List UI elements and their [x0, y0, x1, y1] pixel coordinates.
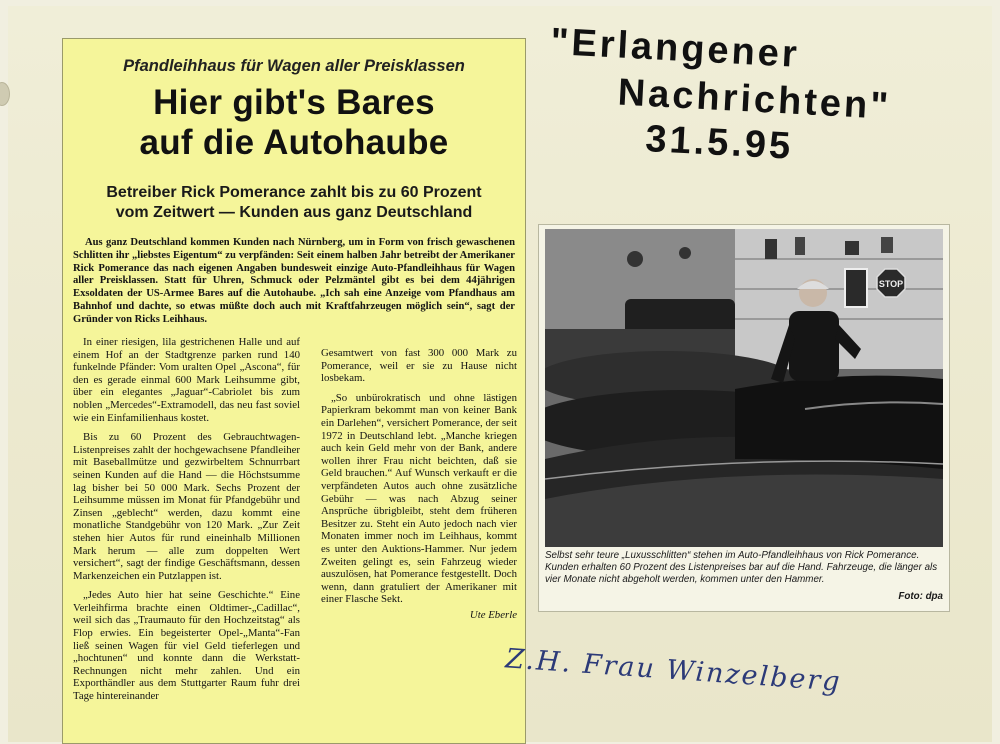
- photo-illustration: [545, 229, 943, 547]
- paragraph: Gesamtwert von fast 300 000 Mark zu Pomerance, weil er sie zu Hause nicht losbekam.: [321, 347, 517, 385]
- headline-line: auf die Autohaube: [139, 123, 449, 162]
- photo-clipping: [538, 224, 950, 612]
- source-line: "Erlangener: [549, 20, 801, 76]
- newspaper-clipping: [62, 38, 526, 744]
- subheadline-line: Betreiber Rick Pomerance zahlt bis zu 60 Prozent: [106, 184, 482, 201]
- source-line: Nachrichten": [616, 71, 893, 128]
- author-byline: Ute Eberle: [469, 608, 517, 621]
- photo-caption: Selbst sehr teure „Luxusschlitten“ stehen im Auto-Pfandleihhaus von Rick Pomerance. Kunden erhalten 60 Prozent des Listenpreises bar auf die Hand. Fahrzeuge, die länger als vier Monate nicht abgeholt werden, kommen unter den Hammer.: [545, 550, 938, 585]
- paragraph: „Jedes Auto hier hat seine Geschichte.“ Eine Verleihfirma brachte einen Oldtimer-„Cadillac“, weil sich das „Traumauto für den Hochzeitstag“ als Flop erwies. Ein begeisterter Opel-„Manta“-Fan ließ seinen Wagen für viel Geld tieferlegen und „hochtunen“ und konnte dann die Werkstatt-Rechnungen nicht mehr zahlen. Und ein Exporthändler aus dem Stuttgarter Raum fuhr drei Tage hintereinander: [73, 589, 300, 703]
- article-subheadline: [63, 183, 525, 223]
- subheadline-line: vom Zeitwert — Kunden aus ganz Deutschland: [115, 204, 473, 221]
- showroom-photo: [545, 229, 943, 547]
- article-lead: Aus ganz Deutschland kommen Kunden nach Nürnberg, um in Form von frisch gewaschenen Schlitten ihr „liebstes Eigentum“ zu verpfänden: Seit einem halben Jahr betreibt der Amerikaner Rick Pomerance das nach eigenen Angaben bundesweit einzige Auto-Pfandleihhaus für Wagen aller Preisklassen. Statt für Uhren, Schmuck oder Pelzmäntel gibt es bei dem 44jährigen Exsoldaten der US-Armee Bares auf die Autohaube. „Ich sah eine Anzeige vom Pfandhaus am Bahnhof und dachte, so etwas müßte doch auch mit Kraftfahrzeugen möglich sein“, sagt der Gründer von Ricks Leihhaus.: [73, 237, 515, 325]
- article-column-1: [73, 336, 300, 710]
- paragraph: Bis zu 60 Prozent des Gebrauchtwagen-Listenpreises zahlt der hochgewachsene Pfandleiher mit Baseballmütze und gezwirbeltem Schnurrbart seinen Kunden auf die Hand — die Höchstsumme lag bisher bei 50 000 Mark. Sechs Prozent der Leihsumme müssen im Monat für Pfandgebühr und Zinsen „geblecht“ werden, dazu kommt eine monatliche Standgebühr von 120 Mark. „Zur Zeit stehen hier Autos für rund eineinhalb Millionen Mark herum — alle zum doppelten Wert versichert“, sagt der findige Geschäftsmann, dessen Markenzeichen ein Putzlappen ist.: [73, 431, 300, 582]
- article-kicker: Pfandleihhaus für Wagen aller Preisklassen: [123, 57, 465, 75]
- paragraph: „So unbürokratisch und ohne lästigen Papierkram bekommt man von keiner Bank ein Darlehen“, versichert Pomerance, der seit 1972 in Deutschland lebt. „Manche kriegen auch kein Geld mehr von der Bank, andere wollen ihrer Frau nicht beichten, daß sie Geld brauchen.“ Auf Wunsch verkauft er die verpfändeten Autos auch ohne zusätzliche Gebühr — was nach Abzug seiner Ansprüche übrigbleibt, steht dem früheren Besitzer zu. Steht ein Auto jedoch nach vier Monaten immer noch im Leihhaus, kommt es unter den Auktions-Hammer. Nur jedem Zweiten gelingt es, sein Fahrzeug wieder auszulösen, hat Pomerance festgestellt. Doch wenn, dann gratuliert der Amerikaner mit einer Flasche Sekt.: [321, 391, 517, 606]
- photo-credit: Foto: dpa: [898, 591, 943, 602]
- article-headline: [63, 83, 525, 163]
- stop-sign-text: STOP: [878, 279, 904, 289]
- handwritten-recipient-note: Z.H. Frau Winzelberg: [504, 643, 843, 698]
- paragraph: In einer riesigen, lila gestrichenen Halle und auf einem Hof an der Stadtgrenze parken rund 140 funkelnde Pfänder: Vom uralten Opel „Ascona“, für den es gerade einmal 600 Mark Leihsumme gibt, über ein elegantes „Jaguar“-Cabriolet bis zum noblen „Mercedes“-Extramodell, das neu fast soviel wie ein Einfamilienhaus kostet.: [73, 336, 300, 424]
- handwritten-source-note: [545, 20, 893, 168]
- source-date: 31.5.95: [644, 118, 795, 168]
- article-column-2: [321, 347, 517, 621]
- headline-line: Hier gibt's Bares: [153, 83, 435, 122]
